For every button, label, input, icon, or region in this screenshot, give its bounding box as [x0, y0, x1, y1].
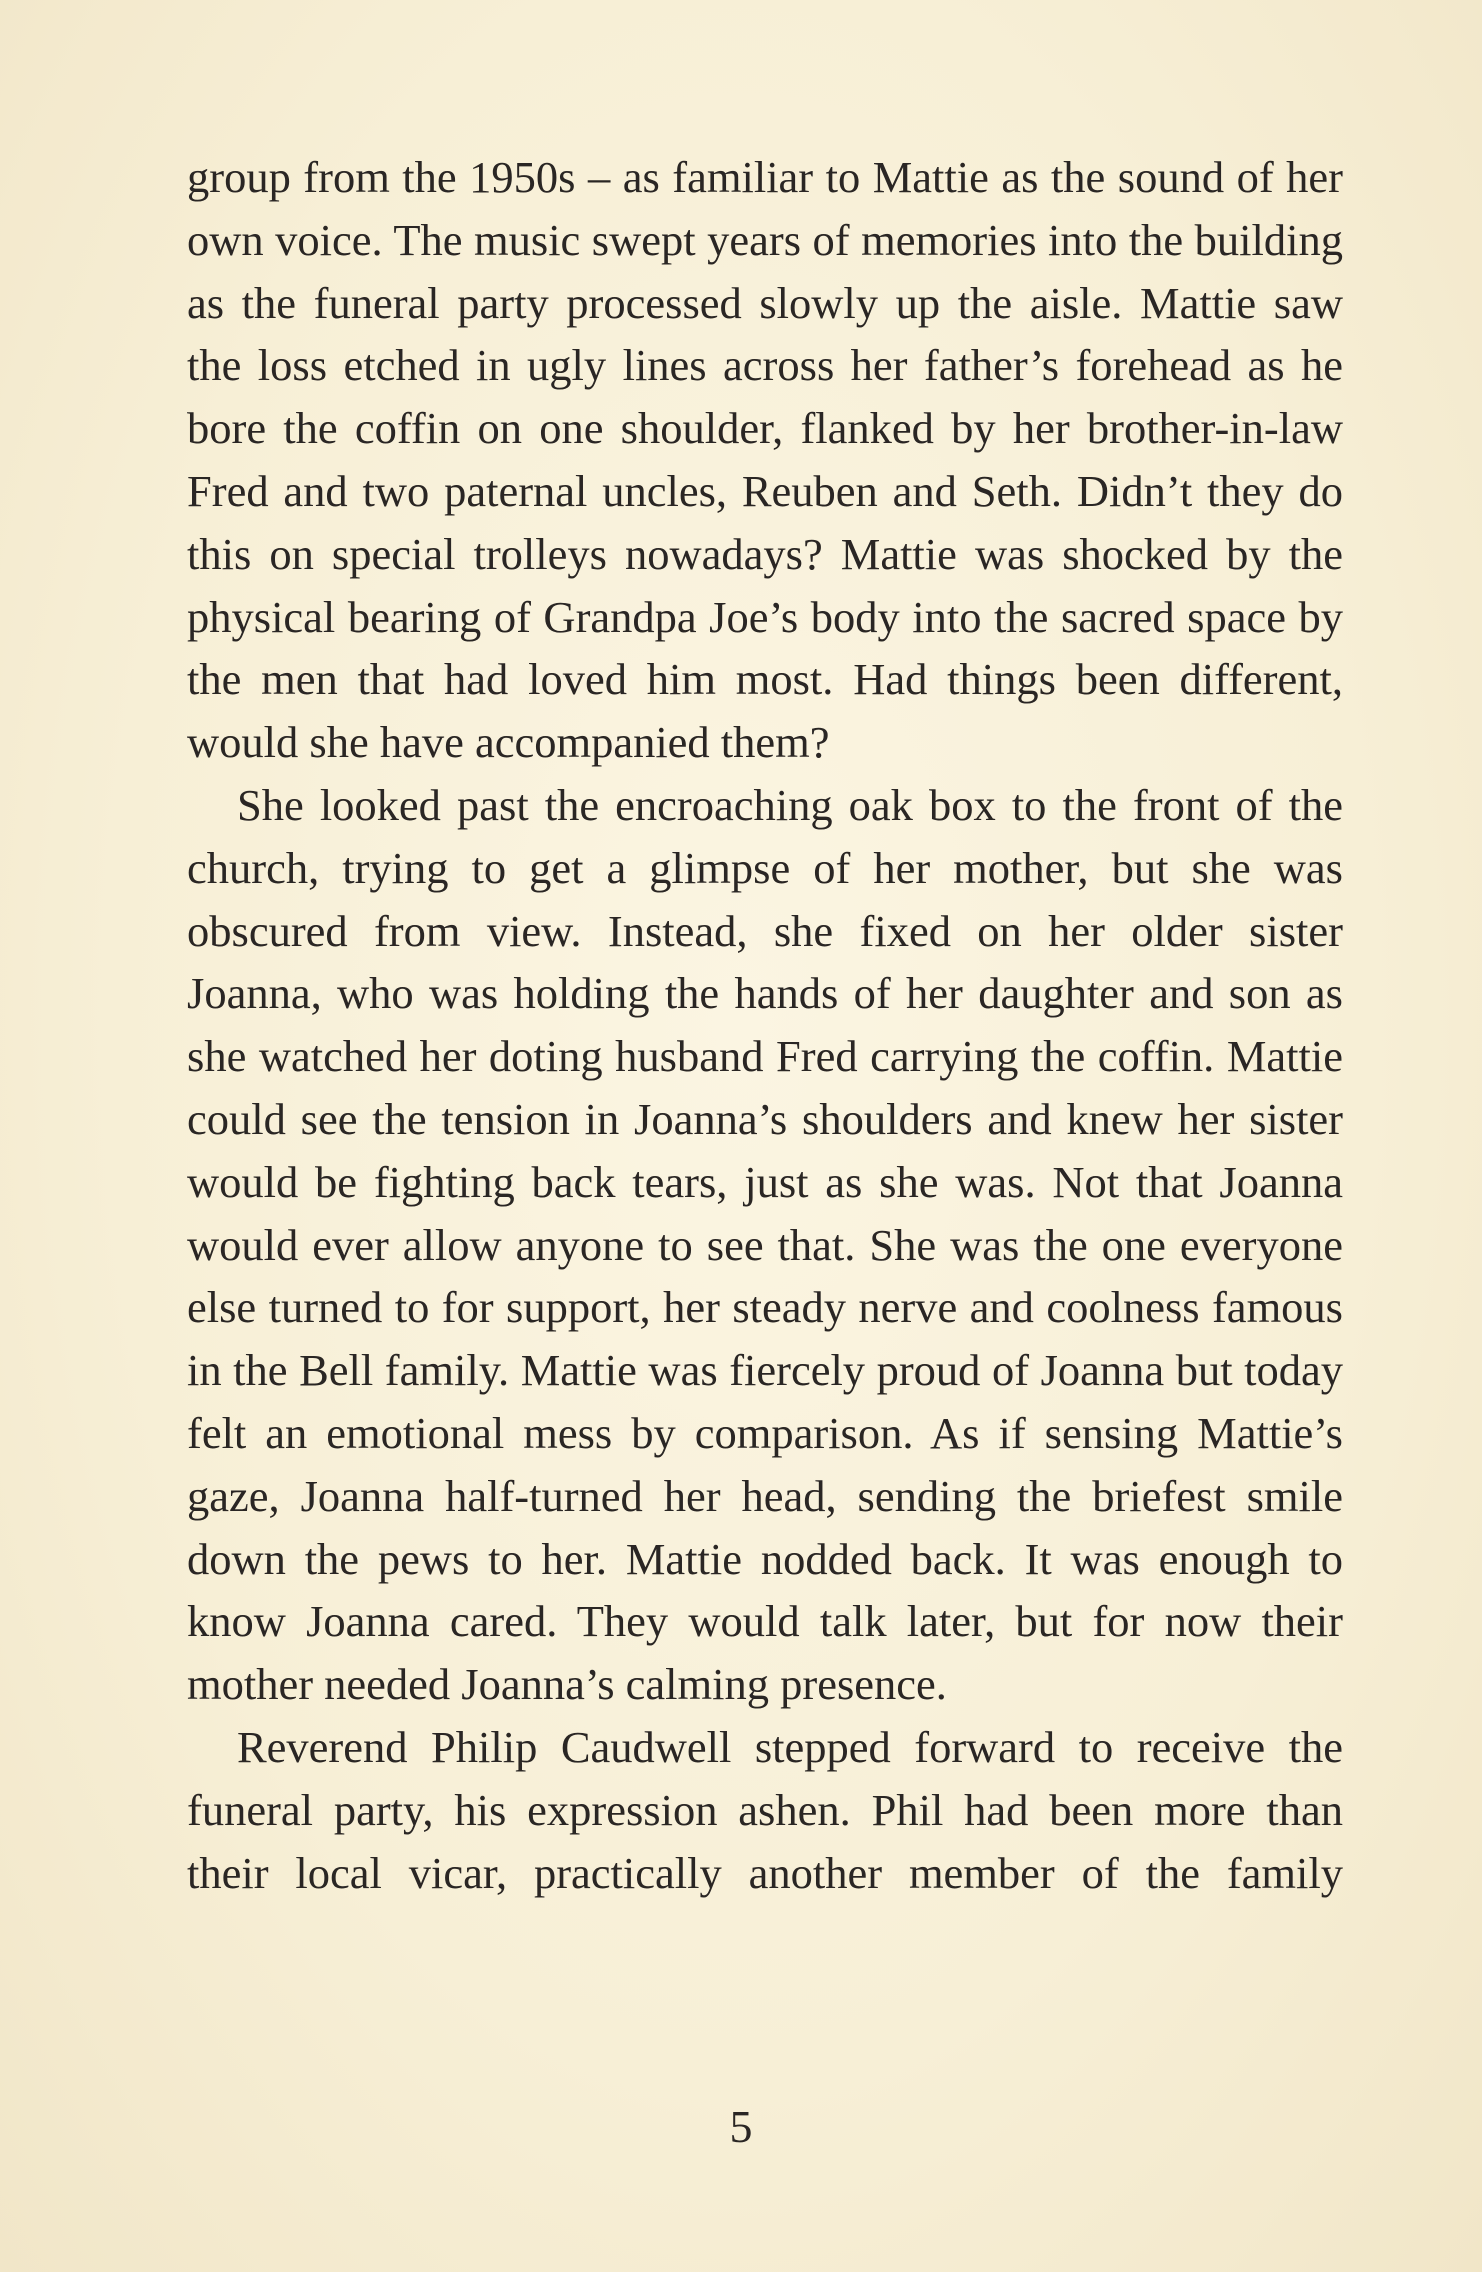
body-text: [187, 146, 1343, 1904]
paragraph-3: Reverend Philip Caudwell stepped forward to receive the funeral party, his expression ashen. Phil had been more than their local vicar, practically another member of the family: [187, 1721, 1343, 1898]
paragraph-2: She looked past the encroaching oak box to the front of the church, trying to get a glimpse of her mother, but she was obscured from view. Instead, she fixed on her older sister Joanna, who was holding the hands of her daughter and son as she watched her doting husband Fred carrying the coffin. Mattie could see the tension in Joanna’s shoulders and knew her sister would be fighting back tears, just as she was. Not that Joanna would ever allow anyone to see that. She was the one everyone else turned to for support, her steady nerve and coolness famous in the Bell family. Mattie was fiercely proud of Joanna but today felt an emotional mess by comparison. As if sensing Mattie’s gaze, Joanna half-turned her head, sending the briefest smile down the pews to her. Mattie nodded back. It was enough to know Joanna cared. They would talk later, but for now their mother needed Joanna’s calming presence.: [187, 779, 1343, 1710]
paragraph-1: group from the 1950s – as familiar to Mattie as the sound of her own voice. The music swept years of memories into the building as the funeral party processed slowly up the aisle. Mattie saw the loss etched in ugly lines across her father’s forehead as he bore the coffin on one shoulder, flanked by her brother-in-law Fred and two paternal uncles, Reuben and Seth. Didn’t they do this on special trolleys nowadays? Mattie was shocked by the physical bearing of Grandpa Joe’s body into the sacred space by the men that had loved him most. Had things been different, would she have accompanied them?: [187, 152, 1343, 768]
page-number: 5: [729, 2101, 753, 2152]
